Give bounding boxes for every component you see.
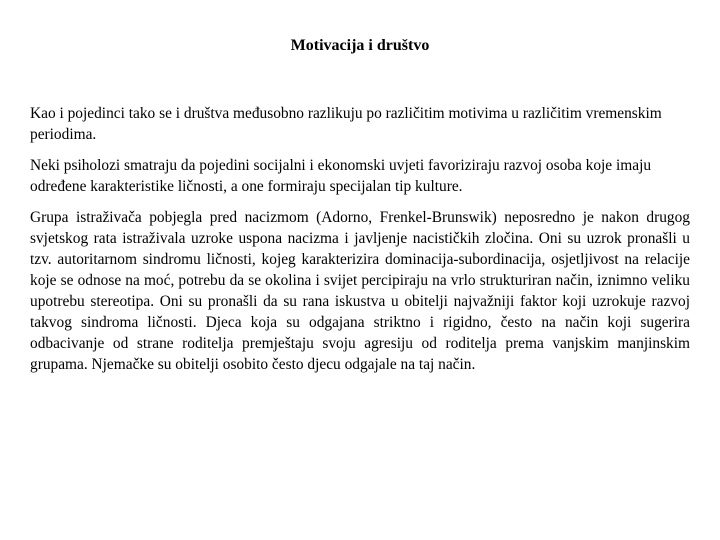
paragraph-adorno-research: Grupa istraživača pobjegla pred nacizmom (Adorno, Frenkel-Brunswik) neposredno je nakon drugog svjetskog rata istraživala uzroke uspona nacizma i javljenje nacističkih zločina. Oni su uzrok pronašli u tzv. autoritarnom sindromu ličnosti, kojeg karakterizira dominacija-subordinacija, osjetljivost na relacije koje se odnose na moć, potrebu da se okolina i svijet percipiraju na vrlo strukturiran način, iznimno veliku upotrebu stereotipa. Oni su pronašli da su rana iskustva u obitelji najvažniji faktor koji uzrokuje razvoj takvog sindroma ličnosti. Djeca koja su odgajana striktno i rigidno, često na način koji sugerira odbacivanje od strane roditelja premještaju svoju agresiju od roditelja prema vanjskim manjinskim grupama. Njemačke su obitelji osobito često djecu odgajale na taj način. xyxy=(30,209,690,373)
paragraph-psychologists: Neki psiholozi smatraju da pojedini socijalni i ekonomski uvjeti favoriziraju razvoj osoba koje imaju određene karakteristike ličnosti, a one formiraju specijalan tip kulture. xyxy=(30,157,652,195)
slide-title: Motivacija i društvo xyxy=(290,37,430,54)
slide-body xyxy=(30,103,690,385)
paragraph-intro: Kao i pojedinci tako se i društva međusobno razlikuju po različitim motivima u različitim vremenskim periodima. xyxy=(30,105,662,143)
